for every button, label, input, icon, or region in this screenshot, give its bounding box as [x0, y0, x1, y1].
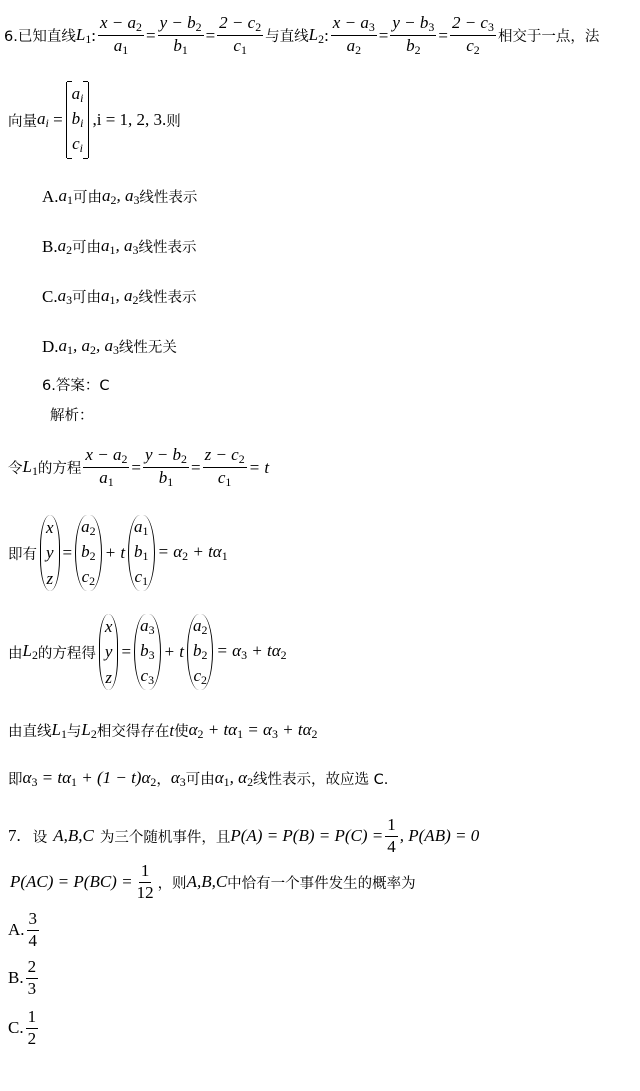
option-a: A. $a_1$ 可由 $a_2$, $a_3$ 线性表示: [42, 186, 198, 207]
option-c: C. $a_3$ 可由 $a_1$, $a_2$ 线性表示: [42, 286, 197, 307]
q6-end-text: 相交于一点，法: [497, 29, 600, 46]
index-range: ,i = 1, 2, 3.: [92, 110, 167, 129]
answer: 6.答案：C: [42, 378, 110, 394]
fraction: $\frac{2 - c_3}{c_2}$: [451, 13, 494, 58]
vector-name: $a_i$: [37, 109, 49, 130]
q6-vector-line: [8, 82, 181, 158]
alpha2-vector: $a_2$ $b_2$ $c_2$: [187, 614, 213, 690]
fraction: $\frac{x - a_3}{a_2}$: [332, 13, 375, 58]
equals: =: [205, 25, 216, 45]
q7-option-c: C. $\frac{1}{2}$: [8, 1007, 37, 1048]
fraction: $\frac{1}{12}$: [136, 861, 154, 902]
alpha1-vector: $a_1$ $b_1$ $c_1$: [128, 515, 154, 591]
equals: =: [438, 25, 448, 45]
xyz-vector: x y z: [99, 614, 119, 690]
q7-option-a: A. $\frac{3}{4}$: [8, 909, 38, 950]
option-b: B. $a_2$ 可由 $a_1$, $a_3$ 线性表示: [42, 236, 197, 257]
q6-mid-text: 与直线: [265, 29, 309, 46]
line-l2: $L_2$: [308, 24, 325, 46]
fraction: $\frac{2}{3}$: [27, 957, 37, 998]
sol-l1-equation: 令 $L_1$ 的方程 $\frac{x - a_2}{a_1}$ = $\frac{y - b_2}{b_1}$ = $\frac{z - c_2}{c_1}$ = t: [8, 445, 270, 490]
fraction: $\frac{z - c_2}{c_1}$: [204, 445, 245, 490]
vector-column: $a_i$ $b_i$ $c_i$: [66, 82, 90, 158]
equals: =: [48, 110, 63, 129]
fraction: $\frac{3}{4}$: [28, 909, 38, 950]
vector-prefix: 向量: [8, 113, 37, 130]
equals: =: [378, 25, 389, 45]
fraction: $\frac{y - b_2}{b_1}$: [145, 445, 187, 490]
q6-stem-line: [4, 14, 599, 57]
equals: =: [145, 25, 156, 45]
fraction: $\frac{y - b_2}{b_1}$: [159, 13, 202, 58]
line-l1: $L_1$: [75, 24, 92, 46]
fraction: $\frac{1}{4}$: [387, 815, 396, 856]
q7-stem-line1: 7. 设 A,B,C 为三个随机事件，且 P(A) = P(B) = P(C) = $\frac{1}{4}$ , P(AB) = 0: [8, 815, 480, 856]
colon: :: [91, 25, 96, 45]
sol-intersect: 由直线 $L_1$ 与 $L_2$ 相交得存在 t 使 $\alpha_2 + t\alpha_1 = \alpha_3 + t\alpha_2$: [8, 720, 318, 741]
vector-end: 则: [166, 113, 181, 130]
sol-l2-equation: 由 $L_2$ 的方程得 x y z = $a_3$ $b_3$ $c_3$ + t $a_2$ $b_2$ $c_2$ = $\alpha_3 + t\alpha_2$: [8, 614, 287, 690]
colon: :: [324, 25, 329, 45]
alpha3-vector: $a_3$ $b_3$ $c_3$: [134, 614, 160, 690]
fraction: $\frac{x - a_2}{a_1}$: [100, 13, 142, 58]
q7-option-b: B. $\frac{2}{3}$: [8, 957, 37, 998]
sol-have-equation: 即有 x y z = $a_2$ $b_2$ $c_2$ + t $a_1$ $b_1$ $c_1$ = $\alpha_2 + t\alpha_1$: [8, 515, 228, 591]
fraction: $\frac{x - a_2}{a_1}$: [85, 445, 128, 490]
fraction: $\frac{y - b_3}{b_2}$: [392, 13, 435, 58]
analysis-label: 解析：: [50, 408, 94, 424]
fraction: $\frac{2 - c_2}{c_1}$: [219, 13, 262, 58]
q6-stem-prefix: 6.已知直线: [4, 29, 76, 46]
fraction: $\frac{1}{2}$: [27, 1007, 37, 1048]
alpha2-vector: $a_2$ $b_2$ $c_2$: [75, 515, 101, 591]
q7-stem-line2: P(AC) = P(BC) = $\frac{1}{12}$ ，则 A,B,C 中恰有一个事件发生的概率为: [10, 861, 416, 902]
sol-conclusion: 即 $\alpha_3 = t\alpha_1 + (1 - t)\alpha_2$ ， $\alpha_3$ 可由 $\alpha_1$, $\alpha_2$ 线性表示，故应选 C.: [8, 768, 389, 789]
xyz-vector: x y z: [40, 515, 60, 591]
option-d: D. $a_1$, $a_2$, $a_3$ 线性无关: [42, 336, 177, 357]
